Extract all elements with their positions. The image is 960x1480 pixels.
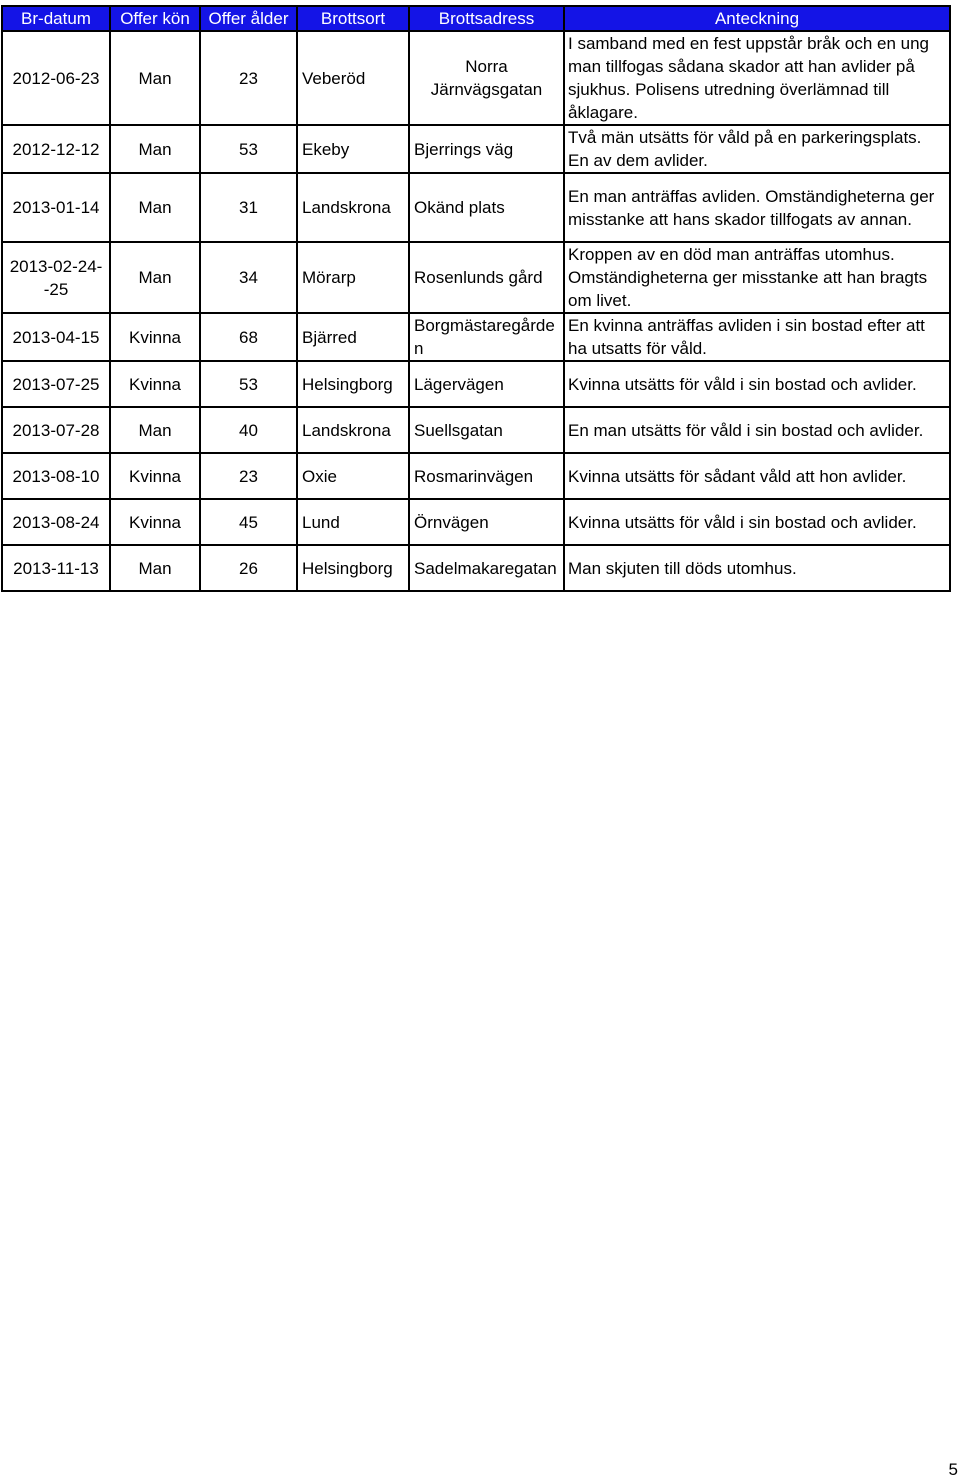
table-row (2, 173, 950, 242)
place-cell: Helsingborg (297, 361, 409, 407)
place-cell: Landskrona (297, 407, 409, 453)
column-header-date: Br-datum (2, 6, 110, 31)
address-cell: Okänd plats (409, 173, 564, 242)
age-cell: 68 (200, 313, 297, 361)
place-cell: Landskrona (297, 173, 409, 242)
place-cell: Bjärred (297, 313, 409, 361)
place-cell: Mörarp (297, 242, 409, 313)
place-cell: Helsingborg (297, 545, 409, 591)
address-cell: Rosmarinvägen (409, 453, 564, 499)
gender-cell: Kvinna (110, 361, 200, 407)
homicide-table (1, 5, 951, 592)
date-cell: 2013-01-14 (2, 173, 110, 242)
date-cell: 2012-06-23 (2, 31, 110, 125)
note-cell: En man utsätts för våld i sin bostad och avlider. (564, 407, 950, 453)
note-cell: Kvinna utsätts för våld i sin bostad och avlider. (564, 361, 950, 407)
address-cell: Suellsgatan (409, 407, 564, 453)
column-header-victim-gender: Offer kön (110, 6, 200, 31)
gender-cell: Man (110, 31, 200, 125)
place-cell: Oxie (297, 453, 409, 499)
age-cell: 53 (200, 361, 297, 407)
table-header (2, 6, 950, 31)
table-body (2, 31, 950, 591)
note-cell: Man skjuten till döds utomhus. (564, 545, 950, 591)
table-row (2, 313, 950, 361)
note-cell: Två män utsätts för våld på en parkeringsplats. En av dem avlider. (564, 125, 950, 173)
age-cell: 23 (200, 31, 297, 125)
table-row (2, 361, 950, 407)
table-row (2, 453, 950, 499)
note-cell: En man anträffas avliden. Omständigheterna ger misstanke att hans skador tillfogats av annan. (564, 173, 950, 242)
page-number: 5 (948, 1460, 958, 1479)
age-cell: 34 (200, 242, 297, 313)
date-cell: 2012-12-12 (2, 125, 110, 173)
age-cell: 23 (200, 453, 297, 499)
note-cell: Kroppen av en död man anträffas utomhus. Omständigheterna ger misstanke att han bragts om livet. (564, 242, 950, 313)
column-header-crime-address: Brottsadress (409, 6, 564, 31)
place-cell: Veberöd (297, 31, 409, 125)
column-header-victim-age: Offer ålder (200, 6, 297, 31)
address-cell: Norra Järnvägsgatan (409, 31, 564, 125)
table-row (2, 545, 950, 591)
gender-cell: Kvinna (110, 313, 200, 361)
address-cell: Bjerrings väg (409, 125, 564, 173)
place-cell: Ekeby (297, 125, 409, 173)
gender-cell: Man (110, 125, 200, 173)
note-cell: Kvinna utsätts för sådant våld att hon avlider. (564, 453, 950, 499)
date-cell: 2013-08-10 (2, 453, 110, 499)
gender-cell: Man (110, 242, 200, 313)
table-row (2, 125, 950, 173)
table-row (2, 499, 950, 545)
table-row (2, 31, 950, 125)
note-cell: Kvinna utsätts för våld i sin bostad och avlider. (564, 499, 950, 545)
address-cell: Rosenlunds gård (409, 242, 564, 313)
column-header-crime-place: Brottsort (297, 6, 409, 31)
age-cell: 45 (200, 499, 297, 545)
age-cell: 40 (200, 407, 297, 453)
table-row (2, 242, 950, 313)
note-cell: I samband med en fest uppstår bråk och en ung man tillfogas sådana skador att han avlider på sjukhus. Polisens utredning överlämnad till åklagare. (564, 31, 950, 125)
age-cell: 31 (200, 173, 297, 242)
address-cell: Örnvägen (409, 499, 564, 545)
gender-cell: Kvinna (110, 453, 200, 499)
age-cell: 26 (200, 545, 297, 591)
column-header-note: Anteckning (564, 6, 950, 31)
date-cell: 2013-08-24 (2, 499, 110, 545)
age-cell: 53 (200, 125, 297, 173)
date-cell: 2013-02-24--25 (2, 242, 110, 313)
address-cell: Sadelmakaregatan (409, 545, 564, 591)
note-cell: En kvinna anträffas avliden i sin bostad efter att ha utsatts för våld. (564, 313, 950, 361)
date-cell: 2013-07-25 (2, 361, 110, 407)
address-cell: Lägervägen (409, 361, 564, 407)
date-cell: 2013-11-13 (2, 545, 110, 591)
date-cell: 2013-04-15 (2, 313, 110, 361)
table-row (2, 407, 950, 453)
gender-cell: Kvinna (110, 499, 200, 545)
gender-cell: Man (110, 545, 200, 591)
place-cell: Lund (297, 499, 409, 545)
gender-cell: Man (110, 407, 200, 453)
address-cell: Borgmästaregården (409, 313, 564, 361)
gender-cell: Man (110, 173, 200, 242)
date-cell: 2013-07-28 (2, 407, 110, 453)
